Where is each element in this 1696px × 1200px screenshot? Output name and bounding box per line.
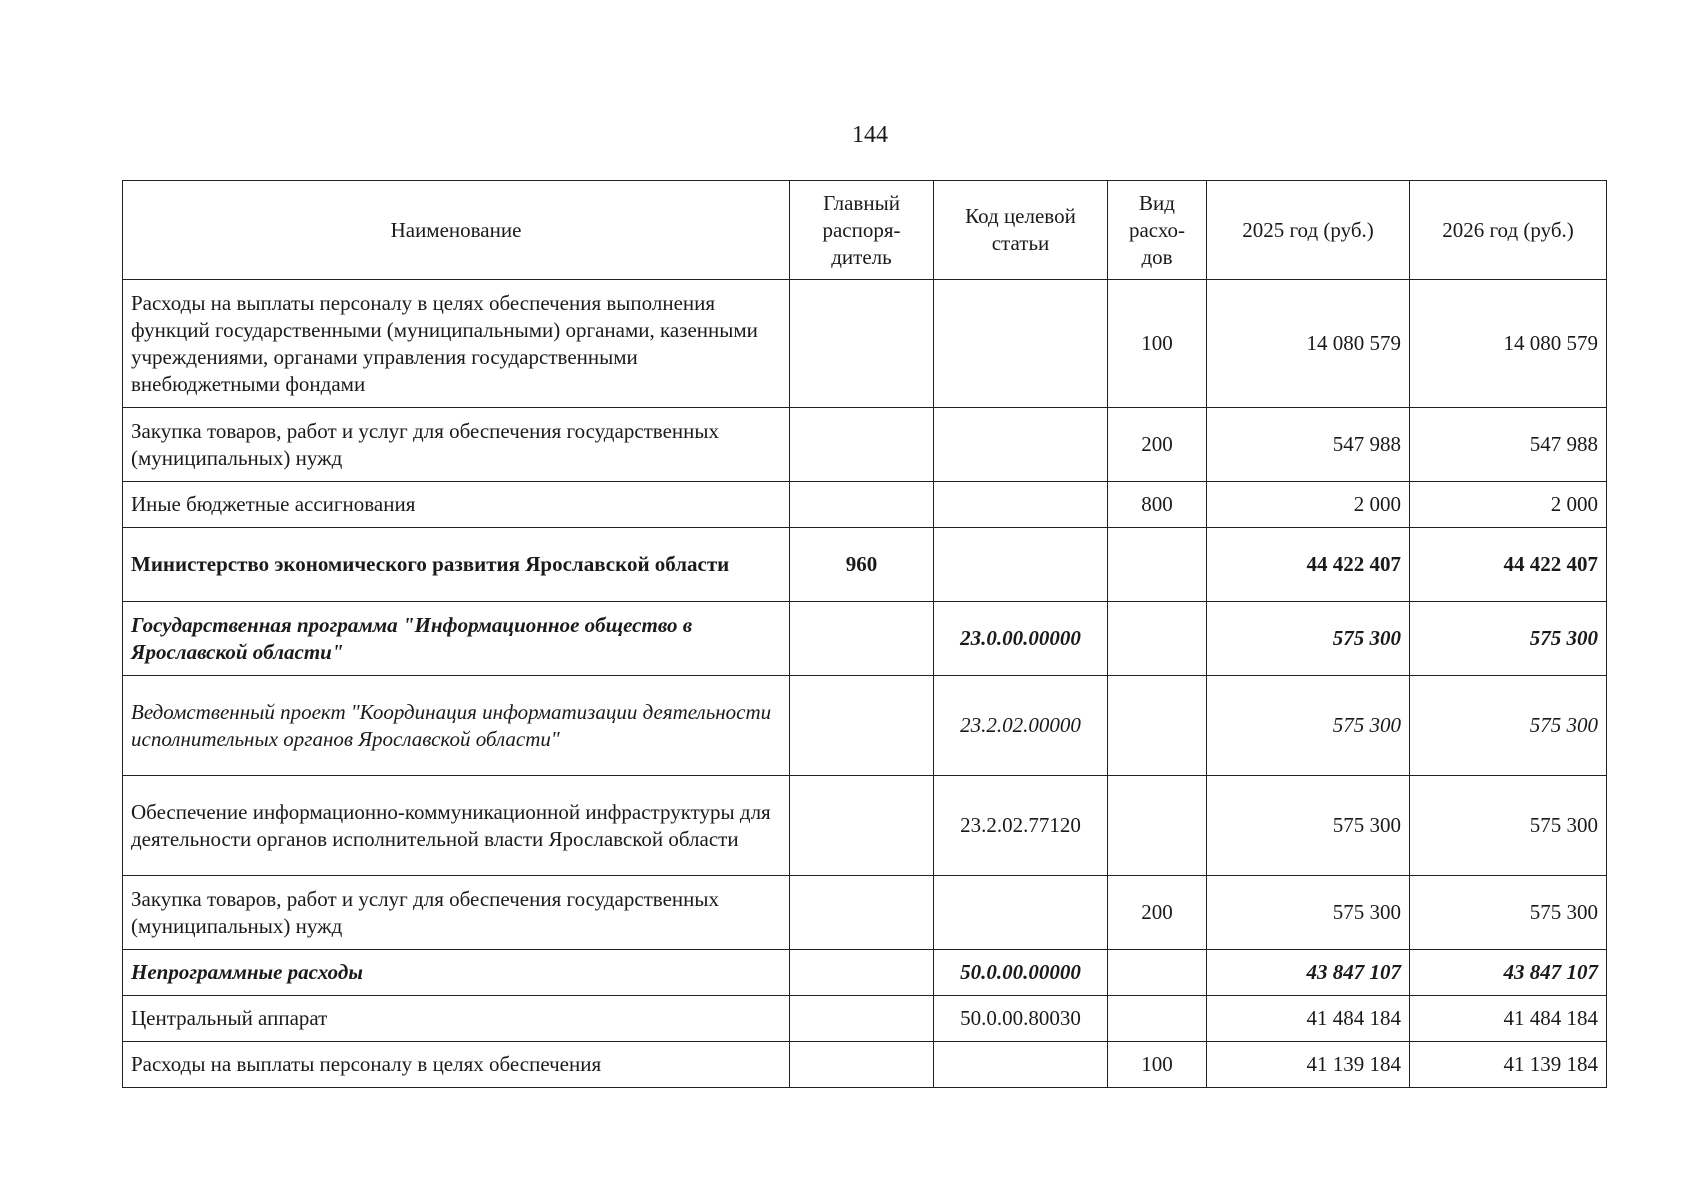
cell-type: 200	[1108, 408, 1207, 482]
table-row	[123, 676, 1607, 776]
cell-2025: 14 080 579	[1207, 280, 1410, 408]
cell-code	[934, 408, 1108, 482]
cell-type: 100	[1108, 280, 1207, 408]
cell-grbs	[790, 876, 934, 950]
cell-2025: 575 300	[1207, 602, 1410, 676]
cell-grbs	[790, 676, 934, 776]
table-row	[123, 602, 1607, 676]
cell-2025: 575 300	[1207, 676, 1410, 776]
cell-type	[1108, 528, 1207, 602]
table-row	[123, 776, 1607, 876]
cell-grbs	[790, 776, 934, 876]
cell-name: Закупка товаров, работ и услуг для обеспечения государственных (муниципальных) нужд	[123, 876, 790, 950]
cell-code: 23.2.02.00000	[934, 676, 1108, 776]
cell-name: Закупка товаров, работ и услуг для обеспечения государственных (муниципальных) нужд	[123, 408, 790, 482]
cell-2026: 575 300	[1410, 876, 1607, 950]
cell-name: Обеспечение информационно-коммуникационной инфраструктуры для деятельности органов исполнительной власти Ярославской области	[123, 776, 790, 876]
cell-name: Непрограммные расходы	[123, 950, 790, 996]
cell-2025: 547 988	[1207, 408, 1410, 482]
cell-code: 23.2.02.77120	[934, 776, 1108, 876]
cell-name: Центральный аппарат	[123, 996, 790, 1042]
table-row	[123, 950, 1607, 996]
cell-grbs	[790, 280, 934, 408]
cell-2025: 575 300	[1207, 876, 1410, 950]
cell-name: Расходы на выплаты персоналу в целях обеспечения	[123, 1042, 790, 1088]
table-row	[123, 876, 1607, 950]
table-row	[123, 1042, 1607, 1088]
cell-2026: 575 300	[1410, 676, 1607, 776]
budget-table	[122, 180, 1607, 1088]
header-2026: 2026 год (руб.)	[1410, 181, 1607, 280]
cell-code	[934, 876, 1108, 950]
table-row	[123, 280, 1607, 408]
cell-type: 800	[1108, 482, 1207, 528]
cell-grbs	[790, 408, 934, 482]
cell-2026: 41 484 184	[1410, 996, 1607, 1042]
cell-2026: 44 422 407	[1410, 528, 1607, 602]
cell-grbs	[790, 602, 934, 676]
cell-grbs	[790, 996, 934, 1042]
cell-name: Министерство экономического развития Ярославской области	[123, 528, 790, 602]
cell-code: 50.0.00.80030	[934, 996, 1108, 1042]
table-row	[123, 408, 1607, 482]
cell-code	[934, 280, 1108, 408]
header-name: Наименование	[123, 181, 790, 280]
table-header-row	[123, 181, 1607, 280]
cell-grbs	[790, 482, 934, 528]
cell-type: 200	[1108, 876, 1207, 950]
cell-2026: 575 300	[1410, 602, 1607, 676]
cell-grbs	[790, 1042, 934, 1088]
table-row	[123, 482, 1607, 528]
header-grbs: Главный распоря-дитель	[790, 181, 934, 280]
cell-code	[934, 528, 1108, 602]
cell-code	[934, 482, 1108, 528]
cell-2026: 2 000	[1410, 482, 1607, 528]
cell-type	[1108, 776, 1207, 876]
header-code: Код целевой статьи	[934, 181, 1108, 280]
cell-code: 50.0.00.00000	[934, 950, 1108, 996]
cell-2025: 41 139 184	[1207, 1042, 1410, 1088]
cell-2026: 575 300	[1410, 776, 1607, 876]
page-number: 144	[852, 122, 888, 148]
cell-2026: 41 139 184	[1410, 1042, 1607, 1088]
cell-name: Расходы на выплаты персоналу в целях обеспечения выполнения функций государственными (муниципальными) органами, казенными учреждениями, органами управления государственными внебюджетными фондами	[123, 280, 790, 408]
cell-type	[1108, 602, 1207, 676]
cell-name: Ведомственный проект "Координация информатизации деятельности исполнительных органов Ярославской области"	[123, 676, 790, 776]
cell-name: Иные бюджетные ассигнования	[123, 482, 790, 528]
cell-grbs	[790, 950, 934, 996]
cell-type	[1108, 996, 1207, 1042]
cell-code: 23.0.00.00000	[934, 602, 1108, 676]
cell-code	[934, 1042, 1108, 1088]
cell-2026: 43 847 107	[1410, 950, 1607, 996]
cell-2025: 2 000	[1207, 482, 1410, 528]
cell-name: Государственная программа "Информационное общество в Ярославской области"	[123, 602, 790, 676]
cell-2026: 547 988	[1410, 408, 1607, 482]
table-row	[123, 996, 1607, 1042]
table-row	[123, 528, 1607, 602]
cell-2025: 44 422 407	[1207, 528, 1410, 602]
cell-2025: 575 300	[1207, 776, 1410, 876]
cell-type	[1108, 950, 1207, 996]
cell-2025: 43 847 107	[1207, 950, 1410, 996]
cell-grbs: 960	[790, 528, 934, 602]
header-2025: 2025 год (руб.)	[1207, 181, 1410, 280]
cell-type	[1108, 676, 1207, 776]
cell-2026: 14 080 579	[1410, 280, 1607, 408]
cell-type: 100	[1108, 1042, 1207, 1088]
cell-2025: 41 484 184	[1207, 996, 1410, 1042]
header-type: Вид расхо-дов	[1108, 181, 1207, 280]
